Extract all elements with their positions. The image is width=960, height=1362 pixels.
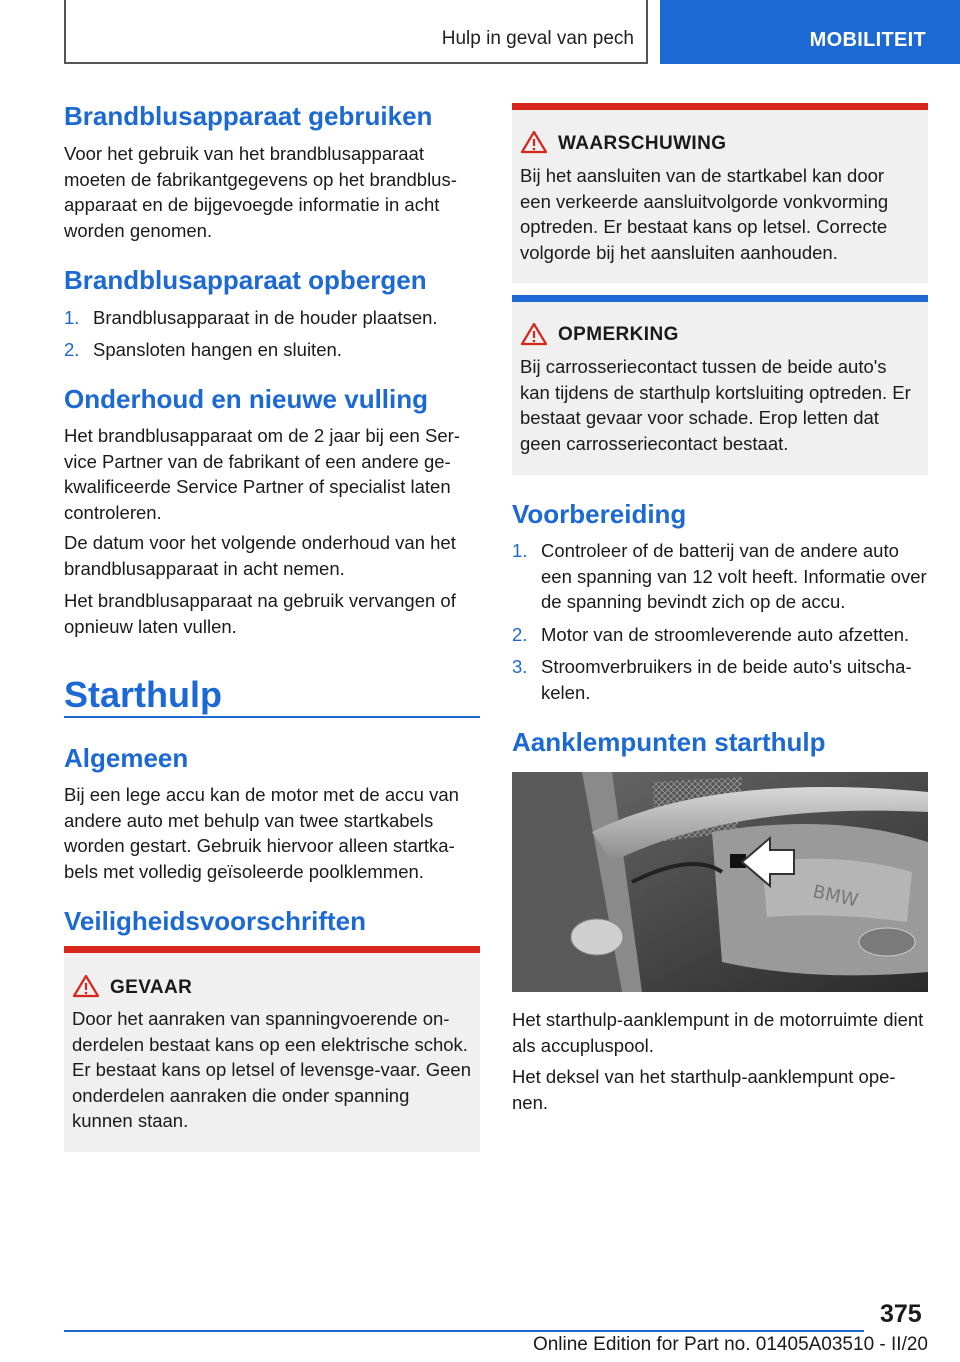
notice-title: WAARSCHUWING	[558, 133, 727, 154]
list-text: Brandblusapparaat in de houder plaatsen.	[93, 307, 438, 328]
heading-aanklempunten: Aanklempunten starthulp	[512, 727, 826, 757]
chapter-heading-starthulp: Starthulp	[64, 674, 222, 715]
notice-bar	[512, 295, 928, 302]
paragraph-onderhoud-3: Het brandblusapparaat na gebruik vervangen of opnieuw laten vullen.	[64, 590, 456, 637]
notice-bar	[512, 103, 928, 110]
note-notice	[512, 295, 928, 475]
heading-onderhoud: Onderhoud en nieuwe vulling	[64, 384, 429, 414]
list-number: 2.	[64, 339, 80, 360]
heading-voorbereiding: Voorbereiding	[512, 499, 687, 529]
list-item	[512, 538, 928, 616]
svg-text:BMW: BMW	[810, 881, 861, 912]
footer-edition: Online Edition for Part no. 01405A03510 - II/20	[532, 1334, 928, 1355]
list-number: 1.	[64, 307, 80, 328]
list-item	[512, 654, 928, 706]
footer-rule	[64, 1330, 864, 1332]
notice-bar	[64, 946, 480, 953]
list-item	[64, 305, 480, 331]
notice-title: OPMERKING	[558, 324, 679, 345]
list-text: Spansloten hangen en sluiten.	[93, 339, 342, 360]
notice-body: Door het aanraken van spanningvoerende on-derdelen bestaat kans op een elektrische schok. Er bestaat kans op letsel of levensge-vaar. Geen onderdelen aanraken die onder spanning kunnen staan.	[72, 1008, 472, 1131]
heading-algemeen: Algemeen	[64, 743, 189, 773]
warning-triangle-icon	[520, 322, 548, 346]
chapter-title: MOBILITEIT	[809, 29, 926, 51]
engine-bay-photo	[512, 772, 928, 992]
list-text: Motor van de stroomleverende auto afzetten.	[541, 624, 910, 645]
warning-notice	[512, 103, 928, 283]
list-number: 2.	[512, 624, 528, 645]
paragraph-aanklem-2: Het deksel van het starthulp-aanklempunt ope-nen.	[512, 1066, 896, 1113]
notice-body: Bij carrosseriecontact tussen de beide auto's kan tijdens de starthulp kortsluiting optreden. Er bestaat gevaar voor schade. Erop letten dat geen carrosseriecontact bestaat.	[520, 356, 911, 454]
paragraph-onderhoud-1: Het brandblusapparaat om de 2 jaar bij een Ser-vice Partner van de fabrikant of een andere ge-kwalificeerde Service Partner of specialist laten controleren.	[64, 425, 460, 523]
list-text: Stroomverbruikers in de beide auto's uitscha-kelen.	[541, 656, 912, 703]
warning-triangle-icon	[520, 130, 548, 154]
notice-body: Bij het aansluiten van de startkabel kan door een verkeerde aansluitvolgorde vonkvorming optreden. Er bestaat kans op letsel. Correcte volgorde bij het aansluiten aanhouden.	[520, 165, 889, 263]
list-number: 3.	[512, 656, 528, 677]
chapter-tab	[660, 0, 960, 64]
heading-opbergen: Brandblusapparaat opbergen	[64, 265, 427, 295]
paragraph-onderhoud-2: De datum voor het volgende onderhoud van het brandblusapparaat in acht nemen.	[64, 532, 456, 579]
danger-notice	[64, 946, 480, 1152]
list-number: 1.	[512, 540, 528, 561]
page-number: 375	[880, 1300, 922, 1328]
header-section-title: Hulp in geval van pech	[441, 28, 634, 49]
paragraph-gebruiken: Voor het gebruik van het brandblusapparaat moeten de fabrikantgegevens op het brandblus-apparaat en de bijgevoegde informatie in acht worden genomen.	[64, 143, 457, 241]
running-header	[64, 0, 648, 64]
list-item	[64, 337, 480, 363]
heading-gebruiken: Brandblusapparaat gebruiken	[64, 101, 433, 131]
heading-rule	[64, 716, 480, 718]
heading-veiligheid: Veiligheidsvoorschriften	[64, 906, 366, 936]
engine-bay-illustration	[512, 772, 928, 992]
notice-title: GEVAAR	[110, 977, 193, 998]
list-item	[512, 622, 928, 648]
paragraph-aanklem-1: Het starthulp-aanklempunt in de motorruimte dient als accupluspool.	[512, 1009, 924, 1056]
warning-triangle-icon	[72, 974, 100, 998]
paragraph-algemeen: Bij een lege accu kan de motor met de accu van andere auto met behulp van twee startkabels worden gestart. Gebruik hiervoor alleen startka-bels met volledig geïsoleerde poolklemmen.	[64, 784, 459, 882]
list-text: Controleer of de batterij van de andere auto een spanning van 12 volt heeft. Informatie over de spanning bevindt zich op de accu.	[541, 540, 927, 612]
